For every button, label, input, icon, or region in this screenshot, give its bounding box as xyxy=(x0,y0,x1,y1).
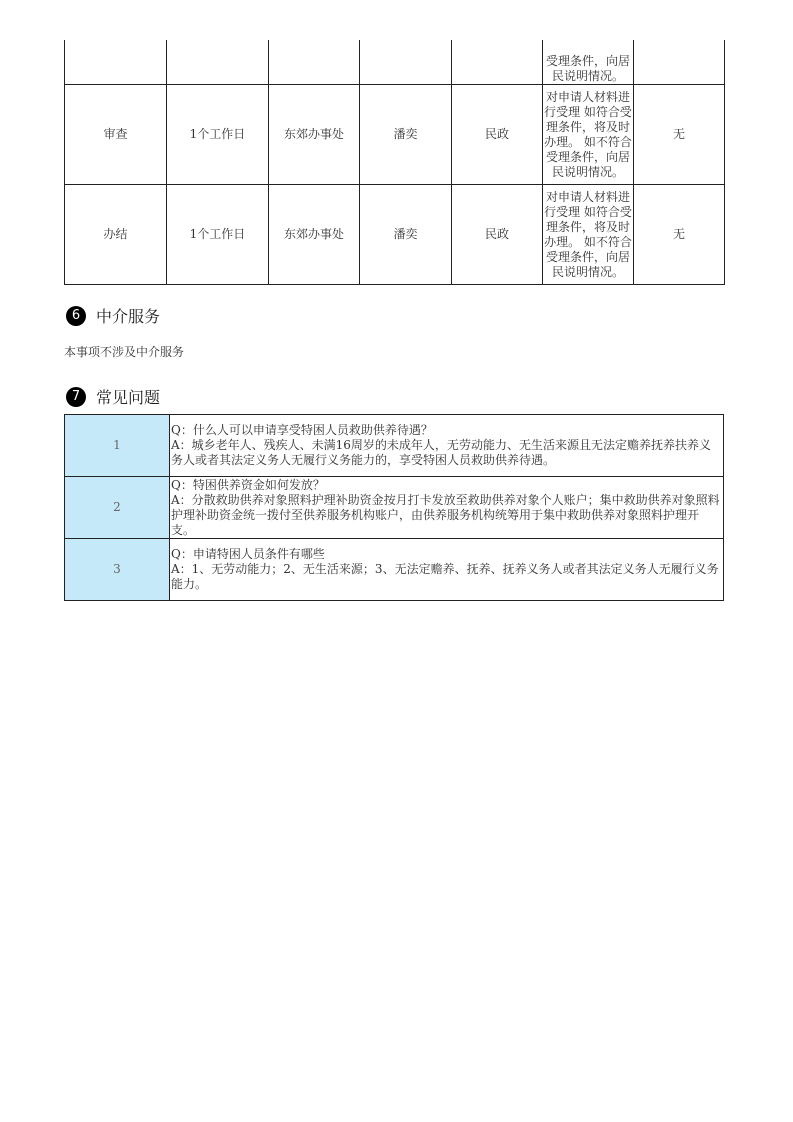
post-cell: 民政 xyxy=(452,85,543,185)
fee-cell: 无 xyxy=(634,185,725,285)
condition-cell: 对申请人材料进行受理 如符合受理条件，将及时办理。 如不符合受理条件，向居民说明情况。 xyxy=(543,85,634,185)
faq-answer: A：1、无劳动能力；2、无生活来源；3、无法定赡养、抚养、抚养义务人或者其法定义务人无履行义务能力。 xyxy=(171,562,719,591)
section-number-badge: 7 xyxy=(66,387,86,407)
table-row xyxy=(65,185,725,285)
faq-row xyxy=(65,477,724,539)
faq-question: Q：特困供养资金如何发放？ xyxy=(171,477,325,492)
faq-answer: A：城乡老年人、残疾人、未满16周岁的未成年人，无劳动能力、无生活来源且无法定赡养抚养扶养义务人或者其法定义务人无履行义务能力的，享受特困人员救助供养待遇。 xyxy=(171,438,711,467)
condition-cell: 对申请人材料进行受理 如符合受理条件，将及时办理。 如不符合受理条件，向居民说明情况。 xyxy=(543,185,634,285)
post-cell: 民政 xyxy=(452,185,543,285)
person-cell: 潘奕 xyxy=(360,185,452,285)
dept-cell: 东郊办事处 xyxy=(269,185,360,285)
process-table xyxy=(64,40,725,285)
faq-question: Q：什么人可以申请享受特困人员救助供养待遇？ xyxy=(171,423,433,437)
faq-index: 2 xyxy=(65,477,170,539)
step-cell: 办结 xyxy=(65,185,167,285)
time-cell: 1个工作日 xyxy=(167,185,269,285)
faq-row xyxy=(65,415,724,477)
time-cell: 1个工作日 xyxy=(167,85,269,185)
intermediary-note: 本事项不涉及中介服务 xyxy=(64,345,185,359)
faq-table xyxy=(64,414,724,601)
section-title: 中介服务 xyxy=(96,307,161,326)
faq-index: 3 xyxy=(65,539,170,601)
dept-cell: 东郊办事处 xyxy=(269,85,360,185)
step-cell: 审查 xyxy=(65,85,167,185)
condition-cell: 受理条件，向居民说明情况。 xyxy=(543,40,634,85)
faq-question: Q：申请特困人员条件有哪些 xyxy=(171,547,325,561)
table-row xyxy=(65,85,725,185)
section-6-heading xyxy=(66,304,160,327)
person-cell: 潘奕 xyxy=(360,85,452,185)
section-7-heading xyxy=(66,385,160,408)
faq-row xyxy=(65,539,724,601)
section-title: 常见问题 xyxy=(96,388,161,407)
table-row xyxy=(65,40,725,85)
section-number-badge: 6 xyxy=(66,306,86,326)
fee-cell: 无 xyxy=(634,85,725,185)
faq-index: 1 xyxy=(65,415,170,477)
faq-answer: A：分散救助供养对象照料护理补助资金按月打卡发放至救助供养对象个人账户；集中救助供养对象照料护理补助资金统一拨付至供养服务机构账户，由供养服务机构统筹用于集中救助供养对象照料护理开支。 xyxy=(171,492,720,537)
